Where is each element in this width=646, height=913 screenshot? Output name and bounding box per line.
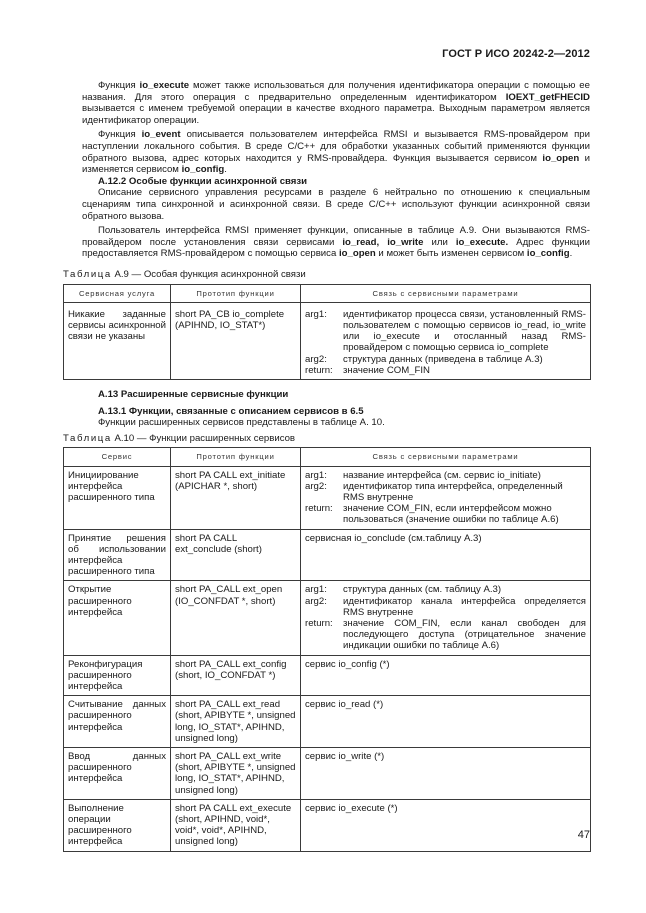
table-row	[64, 529, 591, 581]
param-value: идентификатор типа интерфейса, определенный RMS внутренне	[343, 480, 563, 503]
param-list	[305, 309, 586, 376]
param-key: arg1:	[305, 469, 327, 481]
params-cell	[301, 466, 591, 529]
service-cell: Считывание данных расширенного интерфейса	[64, 696, 171, 748]
param-list	[305, 470, 586, 526]
prototype-cell: short PA CALL ext_conclude (short)	[171, 529, 301, 581]
param-value: структура данных (приведена в таблице А.3)	[343, 353, 543, 365]
prototype-cell: short PA_CALL ext_write (short, APIBYTE *, unsigned long, IO_STAT*, APIHND, unsigned long)	[171, 747, 301, 799]
param-list	[305, 584, 586, 651]
table-header-cell: Прототип функции	[171, 284, 301, 302]
service-cell: Ввод данных расширенного интерфейса	[64, 747, 171, 799]
table-header-cell: Сервисная услуга	[64, 284, 171, 302]
param-value: идентификатор канала интерфейса определяется RMS внутренне	[343, 595, 586, 618]
param-key: return:	[305, 503, 333, 515]
params-cell	[301, 581, 591, 655]
param-value: идентификатор процесса связи, установленный RMS-пользователем с помощью сервисов io_read, io_write или io_execute и отосланный назад RMS-провайдером с помощью сервиса io_complete	[343, 308, 586, 354]
heading-a13-1: А.13.1 Функции, связанные с описанием сервисов в 6.5	[98, 405, 364, 417]
table-row	[64, 466, 591, 529]
table-a9	[63, 284, 591, 380]
paragraph-extended-services: Функции расширенных сервисов представлены в таблице А. 10.	[98, 417, 385, 429]
params-cell: сервис io_read (*)	[301, 696, 591, 748]
service-cell: Реконфигурация расширенного интерфейса	[64, 655, 171, 696]
prototype-cell: short PA_CALL ext_open (IO_CONFDAT *, short)	[171, 581, 301, 655]
param-value: значение COM_FIN	[343, 364, 430, 376]
param-value: название интерфейса (см. сервис io_initiate)	[343, 469, 541, 481]
paragraph-rmsi-functions: Пользователь интерфейса RMSI применяет функции, описанные в таблице А.9. Они вызываются RMS-провайдером после установления связи сервисами io_read, io_write или io_execute. Адрес функции предоставляется RMS-провайдером с помощью сервиса io_open и может быть изменен сервисом io_config.	[82, 225, 590, 260]
document-body	[63, 80, 590, 852]
table-row	[64, 581, 591, 655]
table-header-cell: Связь с сервисными параметрами	[301, 448, 591, 466]
prototype-cell: short PA_CALL ext_config (short, IO_CONFDAT *)	[171, 655, 301, 696]
table-row	[64, 696, 591, 748]
prototype-cell: short PA_CALL ext_read (short, APIBYTE *, unsigned long, IO_STAT*, APIHND, unsigned long)	[171, 696, 301, 748]
table-header-cell: Связь с сервисными параметрами	[301, 284, 591, 302]
table-header-row	[64, 448, 591, 466]
params-cell: сервис io_config (*)	[301, 655, 591, 696]
service-cell: Принятие решения об использовании интерфейса расширенного типа	[64, 529, 171, 581]
param-key: return:	[305, 617, 333, 629]
paragraph-io-execute: Функция io_execute может также использоваться для получения идентификатора операции с помощью ее названия. Для этого операция с предварительно определенным идентификатором IOEXT_getFHECID вызывается с именем требуемой операции в качестве входного параметра. Выходным параметром является идентификатор операции.	[82, 80, 590, 126]
param-key: arg2:	[305, 480, 327, 492]
table-a10	[63, 447, 591, 851]
service-cell: Выполнение операции расширенного интерфейса	[64, 799, 171, 851]
params-cell: сервисная io_conclude (см.таблицу А.3)	[301, 529, 591, 581]
table-header-row	[64, 284, 591, 302]
table9-caption: Таблица А.9 — Особая функция асинхронной связи	[63, 268, 306, 280]
table-row	[64, 799, 591, 851]
param-value: значение COM_FIN, если канал свободен для последующего доступа (отрицательное значение индикации ошибки по таблице А.6)	[343, 617, 586, 652]
params-cell: сервис io_write (*)	[301, 747, 591, 799]
table-header-cell: Сервис	[64, 448, 171, 466]
param-key: return:	[305, 364, 333, 376]
param-value: структура данных (см. таблицу А.3)	[343, 584, 502, 596]
param-key: arg2:	[305, 595, 327, 607]
service-cell: Открытие расширенного интерфейса	[64, 581, 171, 655]
heading-a12-2: А.12.2 Особые функции асинхронной связи	[98, 175, 308, 187]
service-cell: Инициирование интерфейса расширенного типа	[64, 466, 171, 529]
table10-caption: Таблица А.10 — Функции расширенных сервисов	[63, 432, 296, 444]
table-row	[64, 655, 591, 696]
params-cell	[301, 302, 591, 379]
table-row	[64, 302, 591, 379]
service-cell: Никакие заданные сервисы асинхронной связи не указаны	[64, 302, 171, 379]
prototype-cell: short PA CALL ext_execute (short, APIHND, void*, void*, void*, APIHND, unsigned long)	[171, 799, 301, 851]
param-key: arg1:	[305, 584, 327, 596]
page-number: 47	[577, 829, 590, 841]
prototype-cell: short PA_CB io_complete (APIHND, IO_STAT*)	[171, 302, 301, 379]
table-row	[64, 747, 591, 799]
paragraph-async-description: Описание сервисного управления ресурсами в разделе 6 нейтрально по отношению к специальным сценариям типа синхронной и асинхронной связи. В среде С/С++ используют функции асинхронной связи обратного вызова.	[82, 187, 590, 222]
params-cell: сервис io_execute (*)	[301, 799, 591, 851]
document-header: ГОСТ Р ИСО 20242-2—2012	[442, 48, 590, 60]
prototype-cell: short PA CALL ext_initiate (APICHAR *, short)	[171, 466, 301, 529]
heading-a13: А.13 Расширенные сервисные функции	[98, 388, 289, 400]
table-header-cell: Прототип функции	[171, 448, 301, 466]
param-value: значение COM_FIN, если интерфейсом можно пользоваться (значение ошибки по таблице А.6)	[343, 503, 559, 526]
param-key: arg1:	[305, 308, 327, 320]
param-key: arg2:	[305, 353, 327, 365]
paragraph-io-event: Функция io_event описывается пользователем интерфейса RMSI и вызывается RMS-провайдером при наступлении локального события. В среде С/С++ для обработки указанных событий применяются функции обратного вызова, адрес которых находится у RMS-провайдера. Функция вызывается сервисом io_open и изменяется сервисом io_config.	[82, 129, 590, 176]
